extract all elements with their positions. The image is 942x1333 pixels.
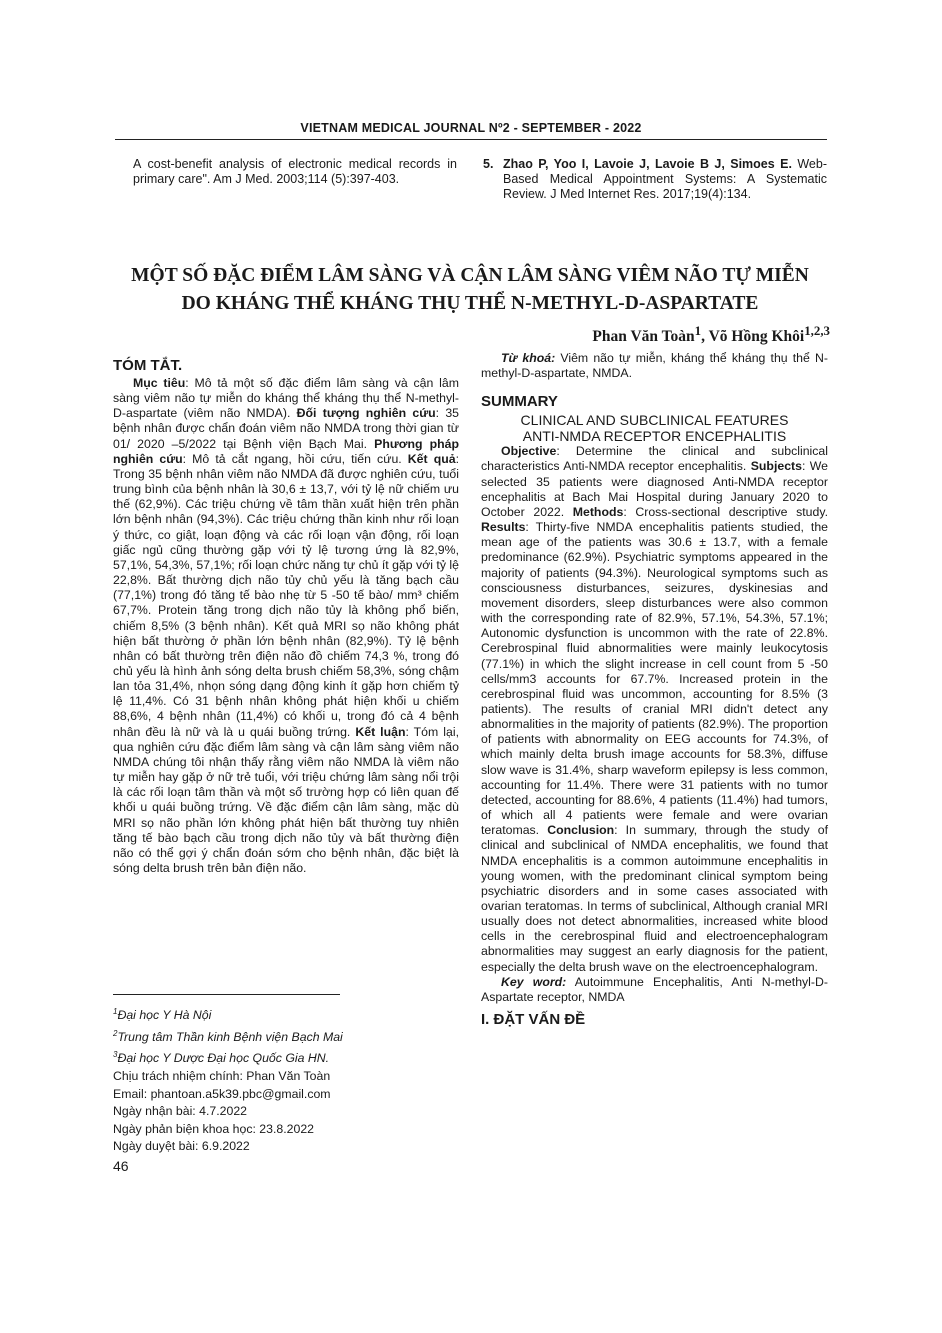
vn-text-objective: : Mô tả một số đặc điểm lâm sàng và cận lâm sàng viêm não tự miễn do kháng thể kháng thụ thể N-methyl-D-aspartate (viêm não NMDA). [113,376,459,421]
author-line [592,323,830,346]
affiliation-1-mark: 1 [113,1007,118,1016]
author-1: Phan Văn Toàn [592,328,695,346]
en-keywords [481,975,828,1005]
date-received: Ngày nhận bài: 4.7.2022 [113,1104,248,1119]
vn-abstract-heading: TÓM TẮT. [113,357,183,374]
affiliation-2 [113,1025,459,1047]
title-line-1: MỘT SỐ ĐẶC ĐIỂM LÂM SÀNG VÀ CẬN LÂM SÀNG VIÊM NÃO TỰ MIỄN [131,265,809,286]
title-line-2: DO KHÁNG THỂ KHÁNG THỤ THỂ N-METHYL-D-ASPARTATE [181,293,759,314]
vn-keywords-label: Từ khoá: [501,351,556,365]
en-title-line-2: ANTI-NMDA RECEPTOR ENCEPHALITIS [522,428,787,445]
en-abstract-body [481,444,828,974]
article-title [100,262,840,318]
vn-text-results: : Trong 35 bệnh nhân viêm não NMDA đã được nghiên cứu, tuổi trung bình của bệnh nhân là 30,6 ± 13,7, với tỷ lệ nữ chiếm ưu thế (62,9%). Các triệu chứng về tâm thần xuất hiện trên phần lớn bệnh nhân (94,3%). Các triệu chứng thần kinh như rối loạn ý thức, co giật, loạn động và các rối loạn vận động, rối loạn giấc ngủ cũng thường gặp với tỷ lệ tương ứng là 82,9%, 57,1%, 54,3%, 57,1%; rối loạn chức năng tự chủ ít gặp với tỷ lệ 22,8%. Bất thường dịch não tủy chủ yếu là tăng bạch cầu (77,1%) trong đó tăng tế bào nhẹ từ 5 -50 tế bào/ mm³ chiếm 67,7%. Protein tăng trong dịch não tủy là không phổ biến, chiếm 8,5% (3 bệnh nhân). Kết quả MRI sọ não không phát hiện bất thường ở phần lớn bệnh nhân (82,9%). Tỷ lệ bệnh nhân có bất thường trên điện não đồ chiếm 74,3 %, trong đó chủ yếu là hình ảnh sóng delta brush chiếm 58,3%, sóng chậm lan tỏa 31,4%, nhọn sóng dạng động kinh ít gặp hơn chiếm tỷ lệ 11,4%. Có 31 bệnh nhân không phát hiện khối u chiếm 88,6%, 4 bệnh nhân (11,4%) có khối u, trong đó cả 4 bệnh nhân đều là nữ và là u quái buồng trứng. [113,451,459,739]
en-keywords-label: Key word: [501,974,567,989]
en-title-line-1: CLINICAL AND SUBCLINICAL FEATURES [520,412,789,429]
author-1-affiliation: 1 [694,323,702,338]
reference-number: 5. [483,157,494,171]
vn-keywords [481,351,828,381]
affiliation-2-text: Trung tâm Thần kinh Bệnh viện Bạch Mai [117,1029,343,1044]
en-text-conclusion: : In summary, through the study of clinical and subclinical of NMDA encephalitis, we found that NMDA encephalitis is a common autoimmune encephalitis in young women, with the predominant clinical symptom being psychiatric disorders and in some cases associated with ovarian teratomas. In terms of subclinical, Although cranial MRI usually does not detect abnormalities, increased white blood cells in the cerebrospinal fluid and electroencephalogram abnormalities may suggest an early diagnosis for the patient, especially the delta brush wave on the electroencephalogram. [481,823,828,974]
en-label-conclusion: Conclusion [547,823,615,838]
page-number: 46 [113,1158,129,1174]
reference-authors: Zhao P, Yoo I, Lavoie J, Lavoie B J, Simoes E. [503,157,792,171]
vn-label-objective: Mục tiêu [133,376,186,390]
vn-abstract-body [113,376,459,876]
header-rule [115,139,827,140]
en-label-methods: Methods [572,504,624,519]
vn-text-methods: : Mô tả cắt ngang, hồi cứu, tiến cứu. [182,451,408,466]
affiliation-1-text: Đại học Y Hà Nội [117,1008,212,1023]
reference-5 [483,157,827,202]
en-text-subjects: : We selected 35 patients were diagnosed Anti-NMDA receptor encephalitis at Bach Mai Hospital during January 2020 to October 2022. [481,459,829,519]
author-2: Võ Hồng Khôi [708,328,805,346]
reference-continuation: A cost-benefit analysis of electronic medical records in primary care". Am J Med. 2003;114 (5):397-403. [133,157,457,186]
en-text-objective: : Determine the clinical and subclinical characteristics Anti-NMDA receptor encephalitis. [481,444,828,474]
reference-details: Web-Based Medical Appointment Systems: A Systematic Review. J Med Internet Res. 2017;19(4):134. [503,157,827,201]
author-separator: , [701,328,709,346]
affiliation-1 [113,1003,459,1025]
footnote-rule [113,994,340,995]
author-2-affiliation: 1,2,3 [804,323,830,338]
date-reviewed: Ngày phản biện khoa học: 23.8.2022 [113,1121,315,1136]
corresponding-email: Email: phantoan.a5k39.pbc@gmail.com [113,1086,331,1101]
en-label-subjects: Subjects [750,459,802,474]
affiliation-3 [113,1046,459,1068]
running-header: VIETNAM MEDICAL JOURNAL Nº2 - SEPTEMBER - 2022 [300,121,642,135]
en-text-methods: : Cross-sectional descriptive study. [623,504,828,519]
corresponding-author: Chịu trách nhiệm chính: Phan Văn Toàn [113,1069,331,1084]
en-summary-heading: SUMMARY [481,393,558,411]
right-column [481,351,828,1028]
en-text-results: : Thirty-five NMDA encephalitis patients studied, the mean age of the patients was 30.6 ± 13.7, with a female predominance (62.9%). Psychiatric symptoms appeared in the majority of patients (94.3%). Neurological symptoms such as consciousness disturbances, seizures, dyskinesias and movement disorders, sleep disturbances were also common with the corresponding rate of 82.9%, 57.1%, 54.3%, 57.1%; Autonomic dysfunction is uncommon with the rate of 22.8%. Cerebrospinal fluid abnormalities were mainly leukocytosis (77.1%) in which the slight increase in cell count from 5 -50 cells/mm3 accounts for 67.7%. Increased protein in the cerebrospinal fluid was uncommon, accounting for 8.5% (3 patients). The results of cranial MRI didn't detect any abnormalities in the majority of patients (82.9%). The proportion of patients with abnormality on EEG accounts for 74.3%, of which mainly delta brush image accounts for 58.3%, diffuse slow wave is 31.4%, sharp waveform epilepsy is less common, accounting for 11.4%. There were 31 patients with no tumor detected, accounting for 88.6%, 4 patients (11.4%) had tumors, of which all 4 patients were female and were ovarian teratomas. [481,520,828,838]
vn-label-methods: Phương pháp nghiên cứu [113,436,459,466]
intro-heading: I. ĐẶT VẤN ĐỀ [481,1011,586,1029]
left-column [113,357,459,876]
vn-text-conclusion: : Tóm lại, qua nghiên cứu đặc điểm lâm sàng và cận lâm sàng viêm não NMDA chúng tôi nhận thấy rằng viêm não NMDA là viêm não tự miễn hay gặp ở nữ trẻ tuổi, với triệu chứng lâm sàng nổi trội là các rối loạn tâm thần và một số trường hợp có liên quan đế khối u quái buồng trứng. Về đặc điểm cận lâm sàng, mặc dù MRI sọ não phần lớn không phát hiện bất thường tuy nhiên tăng tế bào bạch cầu trong dịch não tủy và bất thường điện não có thể gợi ý chẩn đoán sớm cho bệnh nhân, đặc biệt là sóng delta brush trên bản điện não. [113,724,459,875]
affiliation-3-text: Đại học Y Dược Đại học Quốc Gia HN. [117,1051,330,1066]
date-accepted: Ngày duyệt bài: 6.9.2022 [113,1139,250,1154]
en-keywords-text: Autoimmune Encephalitis, Anti N-methyl-D-Aspartate receptor, NMDA [481,974,828,1004]
affiliation-2-mark: 2 [113,1028,118,1038]
vn-text-subjects: : 35 bệnh nhân được chẩn đoán viêm não NMDA trong thời gian từ 01/ 2020 –5/2022 tại Bệnh viện Bạch Mai. [113,406,459,451]
reference-body [503,157,827,202]
vn-label-results: Kết quả [407,451,456,466]
en-label-results: Results [481,520,526,535]
vn-label-conclusion: Kết luận [355,724,406,739]
vn-keywords-text: Viêm não tự miễn, kháng thể kháng thụ thể N-methyl-D-aspartate, NMDA. [481,351,828,381]
vn-label-subjects: Đối tượng nghiên cứu [296,406,436,421]
footnotes [113,1003,459,1156]
en-label-objective: Objective [501,444,557,459]
affiliation-3-mark: 3 [113,1050,118,1060]
